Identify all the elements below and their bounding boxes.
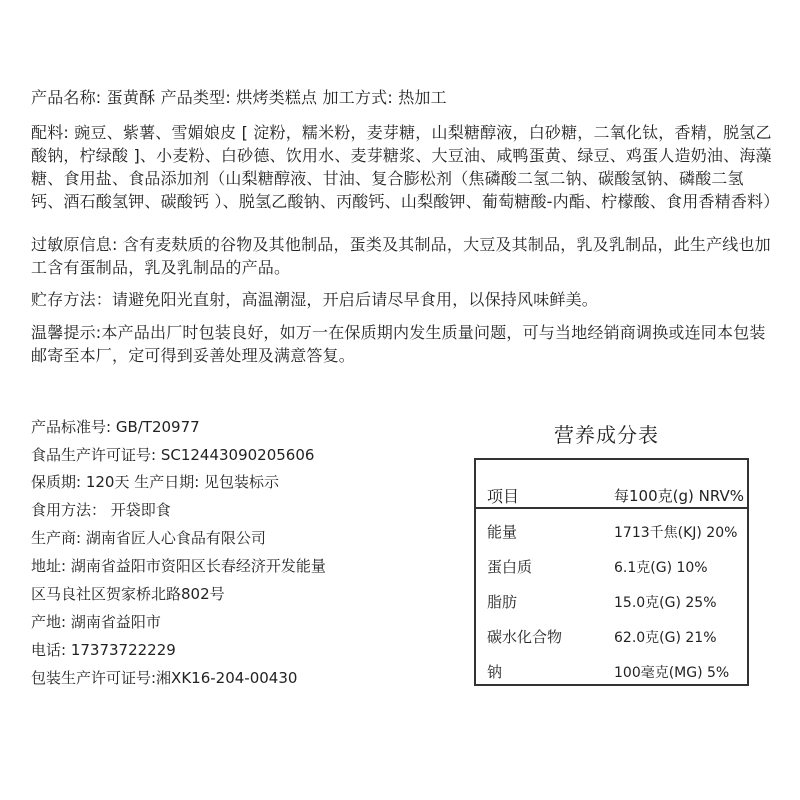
nutrition-table-title: 营养成分表 [554,423,659,447]
header-item-label: 项目 [487,487,520,506]
nutrition-row-energy [476,513,747,547]
shelf-life: 保质期: 120天 生产日期: 见包装标示 [31,473,280,491]
nutrient-value: 15.0克(G) 25% [614,595,717,611]
nutrient-value: 1713千焦(KJ) 20% [614,525,738,541]
ingredients-text: 配料: 豌豆、紫薯、雪媚娘皮 [ 淀粉，糯米粉，麦芽糖，山梨糖醇液，白砂糖，二氧化钛，香精，脱氢乙酸钠，柠绿酸 ]、小麦粉、白砂德、饮用水、麦芽糖浆、大豆油、咸鸭蛋黄、绿豆、鸡蛋人造奶油、海藻糖、食用盐、食品添加剂（山梨糖醇液、甘油、复合膨松剂（焦磷酸二氢二钠、碳酸氢钠、磷酸二氢钙、酒石酸氢钾、碳酸钙 ）、脱氢乙酸钠、丙酸钙、山梨酸钾、葡萄糖酸-内酯、柠檬酸、食用香精香料） [31,123,780,211]
standard-number: 产品标准号: GB/T20977 [31,418,200,436]
nutrient-name: 碳水化合物 [487,628,563,646]
nutrient-name: 脂肪 [487,593,518,611]
address-line-2: 区马良社区贺家桥北路802号 [31,585,225,603]
packaging-license: 包装生产许可证号:湘XK16-204-00430 [31,669,298,687]
header-divider [476,507,747,509]
nutrition-row-protein [476,548,747,582]
nutrition-row-fat [476,583,747,617]
nutrition-header-row [476,474,747,508]
address-line-1: 地址: 湖南省益阳市资阳区长春经济开发能量 [31,557,326,575]
manufacturer: 生产商: 湖南省匠人心食品有限公司 [31,529,266,547]
nutrient-value: 6.1克(G) 10% [614,560,708,576]
allergen-info-text: 过敏原信息: 含有麦麸质的谷物及其他制品，蛋类及其制品，大豆及其制品，乳及乳制品，此生产线也加工含有蛋制品，乳及乳制品的产品。 [31,235,771,277]
nutrient-value: 100毫克(MG) 5% [614,665,730,681]
product-summary-line: 产品名称: 蛋黄酥 产品类型: 烘烤类糕点 加工方式: 热加工 [31,88,447,107]
nutrition-row-carbohydrate [476,618,747,652]
origin: 产地: 湖南省益阳市 [31,613,161,631]
nutrition-table [474,458,749,686]
nutrient-name: 蛋白质 [487,558,533,576]
usage-method: 食用方法： 开袋即食 [31,501,171,519]
nutrient-name: 能量 [487,523,518,541]
phone: 电话: 17373722229 [31,641,176,659]
nutrient-name: 钠 [487,663,503,681]
storage-method-text: 贮存方法：请避免阳光直射，高温潮湿，开启后请尽早食用，以保持风味鲜美。 [31,290,599,309]
nutrient-value: 62.0克(G) 21% [614,630,717,646]
header-value-label: 每100克(g) NRV% [614,487,744,505]
nutrition-row-sodium [476,653,747,687]
production-license: 食品生产许可证号: SC12443090205606 [31,446,315,464]
warm-tips-text: 温馨提示:本产品出厂时包装良好，如万一在保质期内发生质量问题，可与当地经销商调换或连同本包装邮寄至本厂，定可得到妥善处理及满意答复。 [31,323,766,365]
